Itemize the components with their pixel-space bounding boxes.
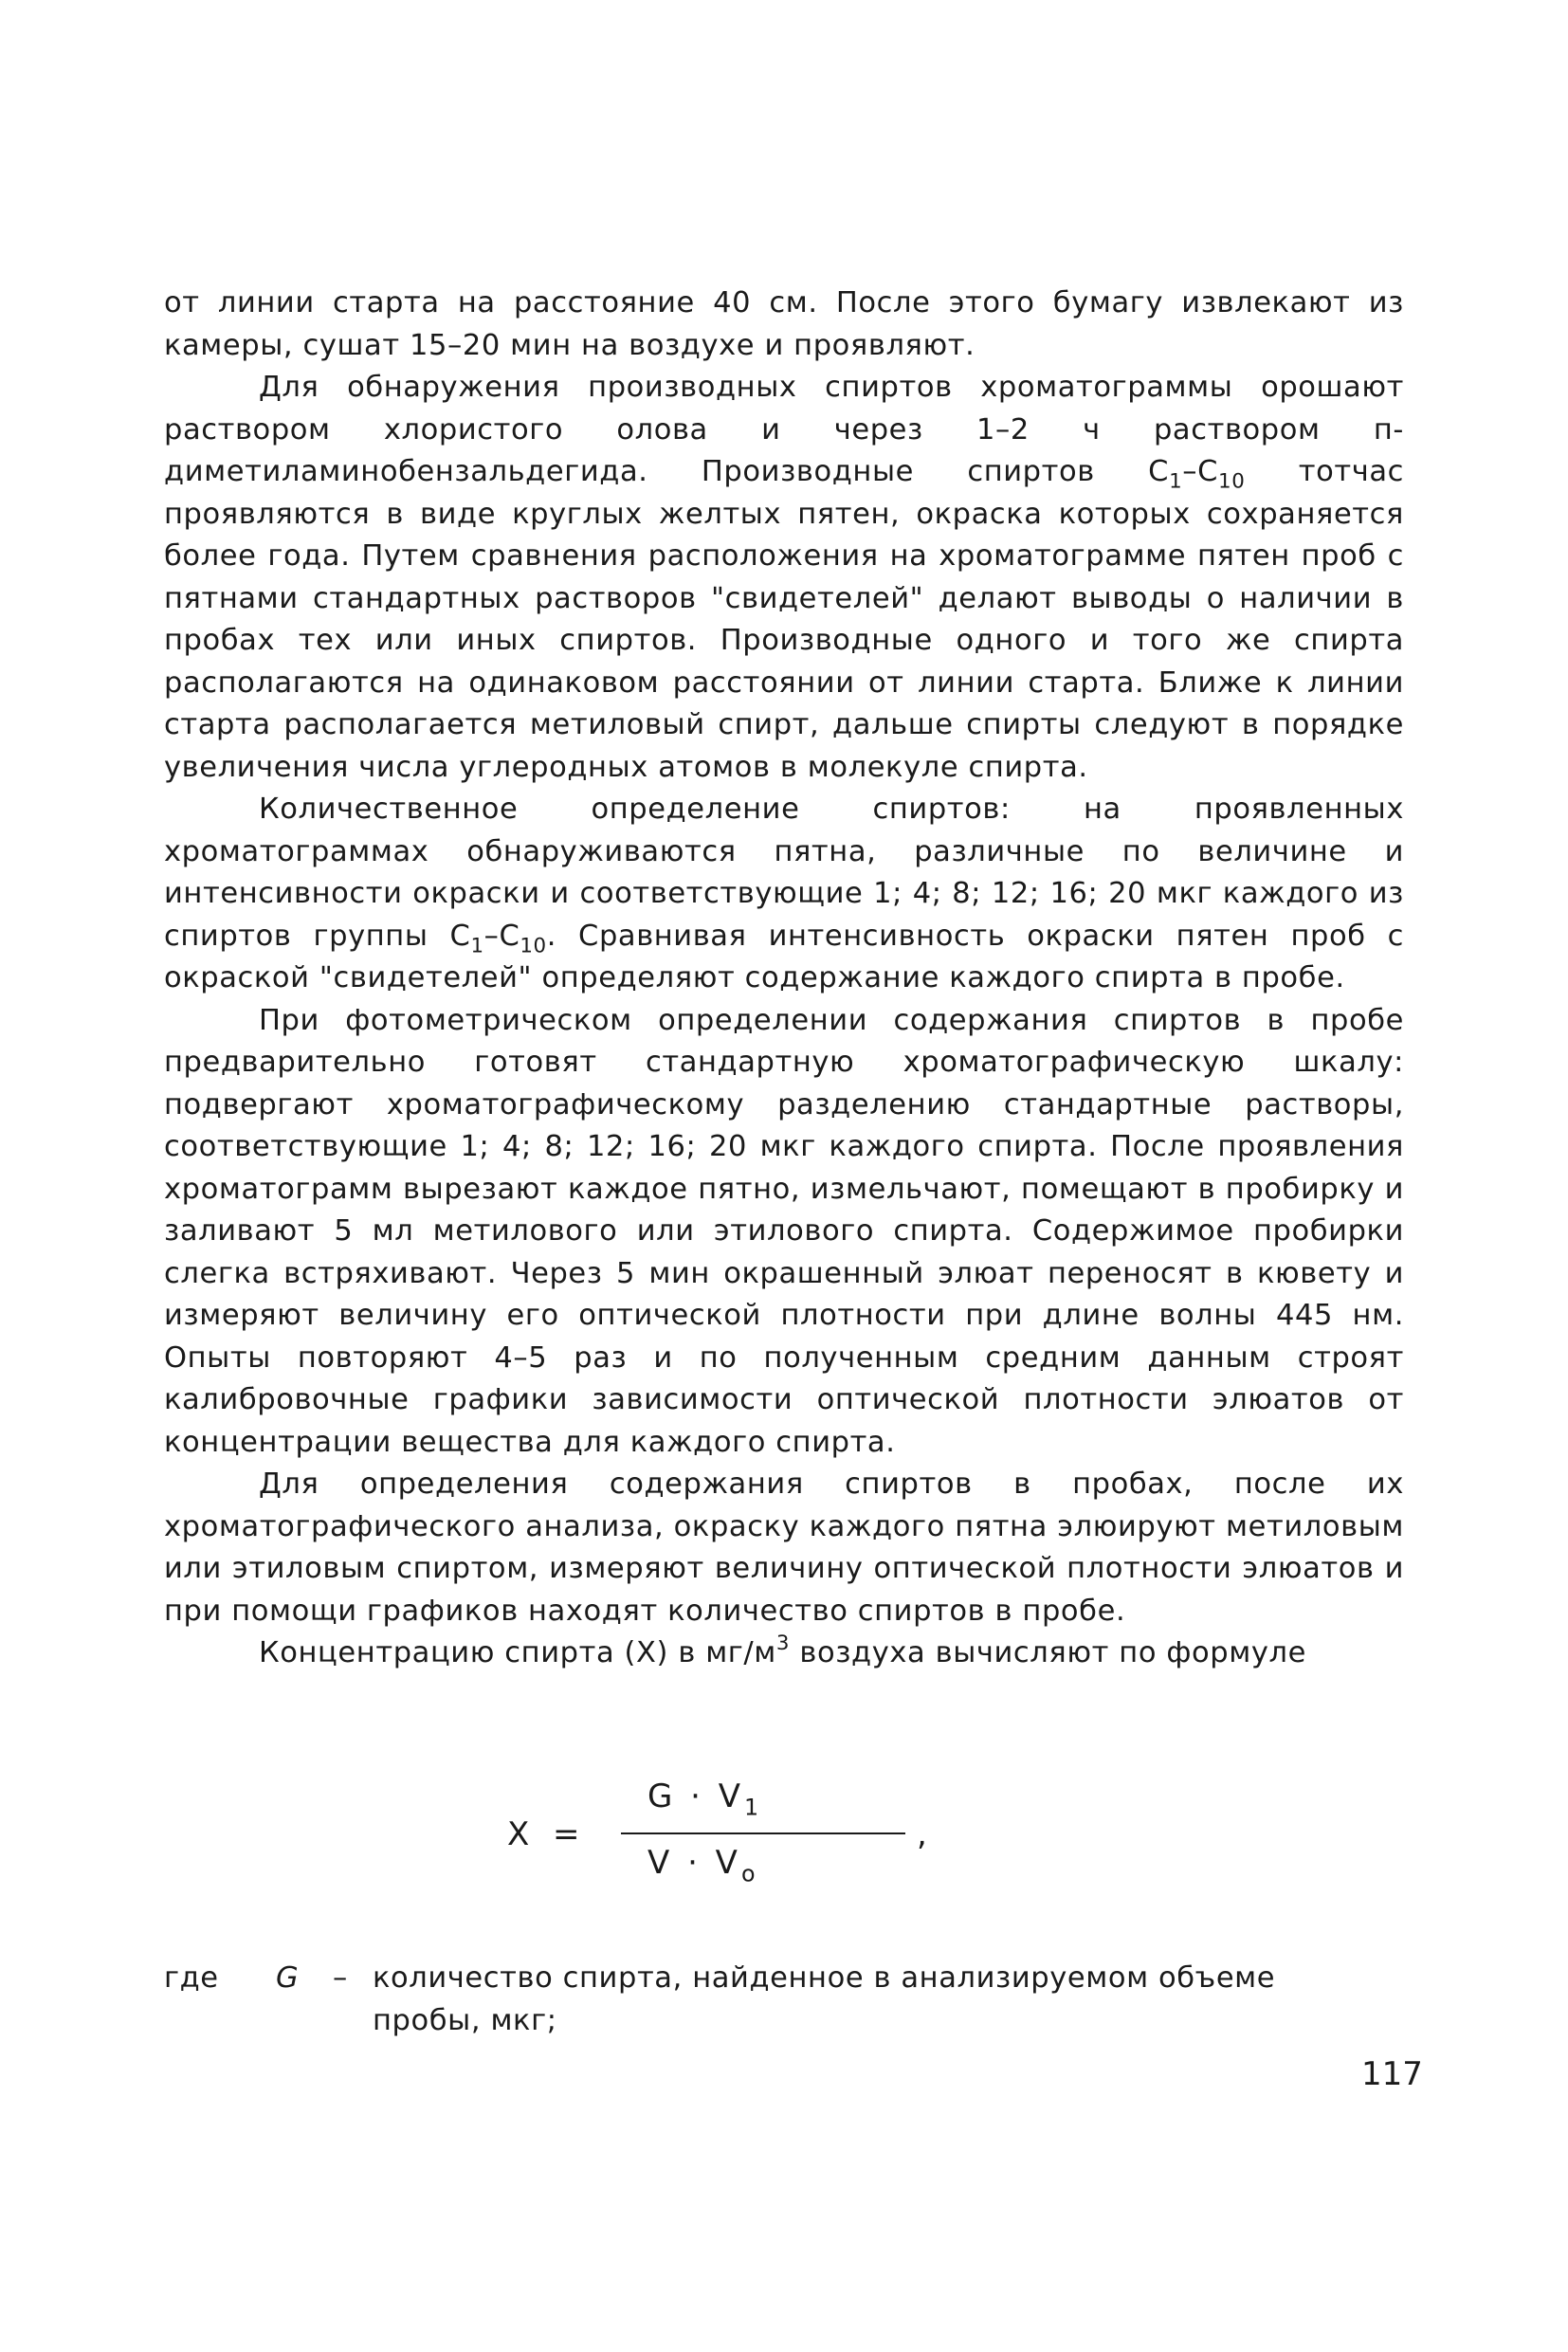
where-word: где (164, 1961, 219, 1995)
paragraph: При фотометрическом определении содержания спиртов в пробе предварительно готовят стандартную хроматографическую шкалу: подвергают хроматографическому разделению стандартные растворы, соответствующие 1; 4; 8; 12; 16; 20 мкг каждого спирта. После проявления хроматограмм вырезают каждое пятно, измельчают, помещают в пробирку и заливают 5 мл метилового или этилового спирта. Содержимое пробирки слегка встряхивают. Через 5 мин окрашенный элюат переносят в кювету и измеряют величину его оптической плотности при длине волны 445 нм. Опыты повторяют 4–5 раз и по полученным средним данным строят калибровочные графики зависимости оптической плотности элюатов от концентрации вещества для каждого спирта. (164, 1003, 1404, 1459)
formula-equals: = (553, 1815, 580, 1853)
page-number: 117 (1361, 2055, 1423, 2093)
variable-description: количество спирта, найденное в анализируемом объеме пробы, мкг; (373, 1961, 1276, 2037)
concentration-formula (507, 1778, 1000, 1910)
formula-comma: , (917, 1815, 927, 1853)
variable-symbol: G (276, 1961, 300, 1995)
formula-numerator: $G \cdot V_1$ (647, 1778, 763, 1821)
formula-lhs: X (507, 1815, 530, 1853)
definition-dash: – (333, 1961, 348, 1995)
fraction-bar (621, 1832, 905, 1834)
paragraph: Количественное определение спиртов: на проявленных хроматограммах обнаруживаются пятна, различные по величине и интенсивности окраски и соответствующие 1; 4; 8; 12; 16; 20 мкг каждого из спиртов группы $С_1-С_{10}$. Сравнивая интенсивность окраски пятен проб с окраской "свидетелей" определяют содержание каждого спирта в пробе. (164, 793, 1404, 994)
paragraph: Для определения содержания спиртов в пробах, после их хроматографического анализа, окраску каждого пятна элюируют метиловым или этиловым спиртом, измеряют величину оптической плотности элюатов и при помощи графиков находят количество спиртов в пробе. (164, 1468, 1404, 1628)
body-text (164, 283, 1404, 1675)
formula-denominator: $V \cdot V_o$ (647, 1844, 759, 1887)
paragraph: Концентрацию спирта (X) в $мг/м^3$ воздуха вычисляют по формуле (259, 1632, 1306, 1669)
paragraph: Для обнаружения производных спиртов хроматограммы орошают раствором хлористого олова и через 1–2 ч раствором п-диметиламинобензальдегида. Производные спиртов $С_1-С_{10}$ тотчас проявляются в виде круглых желтых пятен, окраска которых сохраняется более года. Путем сравнения расположения на хроматограмме пятен проб с пятнами стандартных растворов "свидетелей" делают выводы о наличии в пробах тех или иных спиртов. Производные одного и того же спирта располагаются на одинаковом расстоянии от линии старта. Ближе к линии старта располагается метиловый спирт, дальше спирты следуют в порядке увеличения числа углеродных атомов в молекуле спирта. (164, 371, 1404, 784)
paragraph: от линии старта на расстояние 40 см. После этого бумагу извлекают из камеры, сушат 15–20 мин на воздухе и проявляют. (164, 286, 1404, 362)
